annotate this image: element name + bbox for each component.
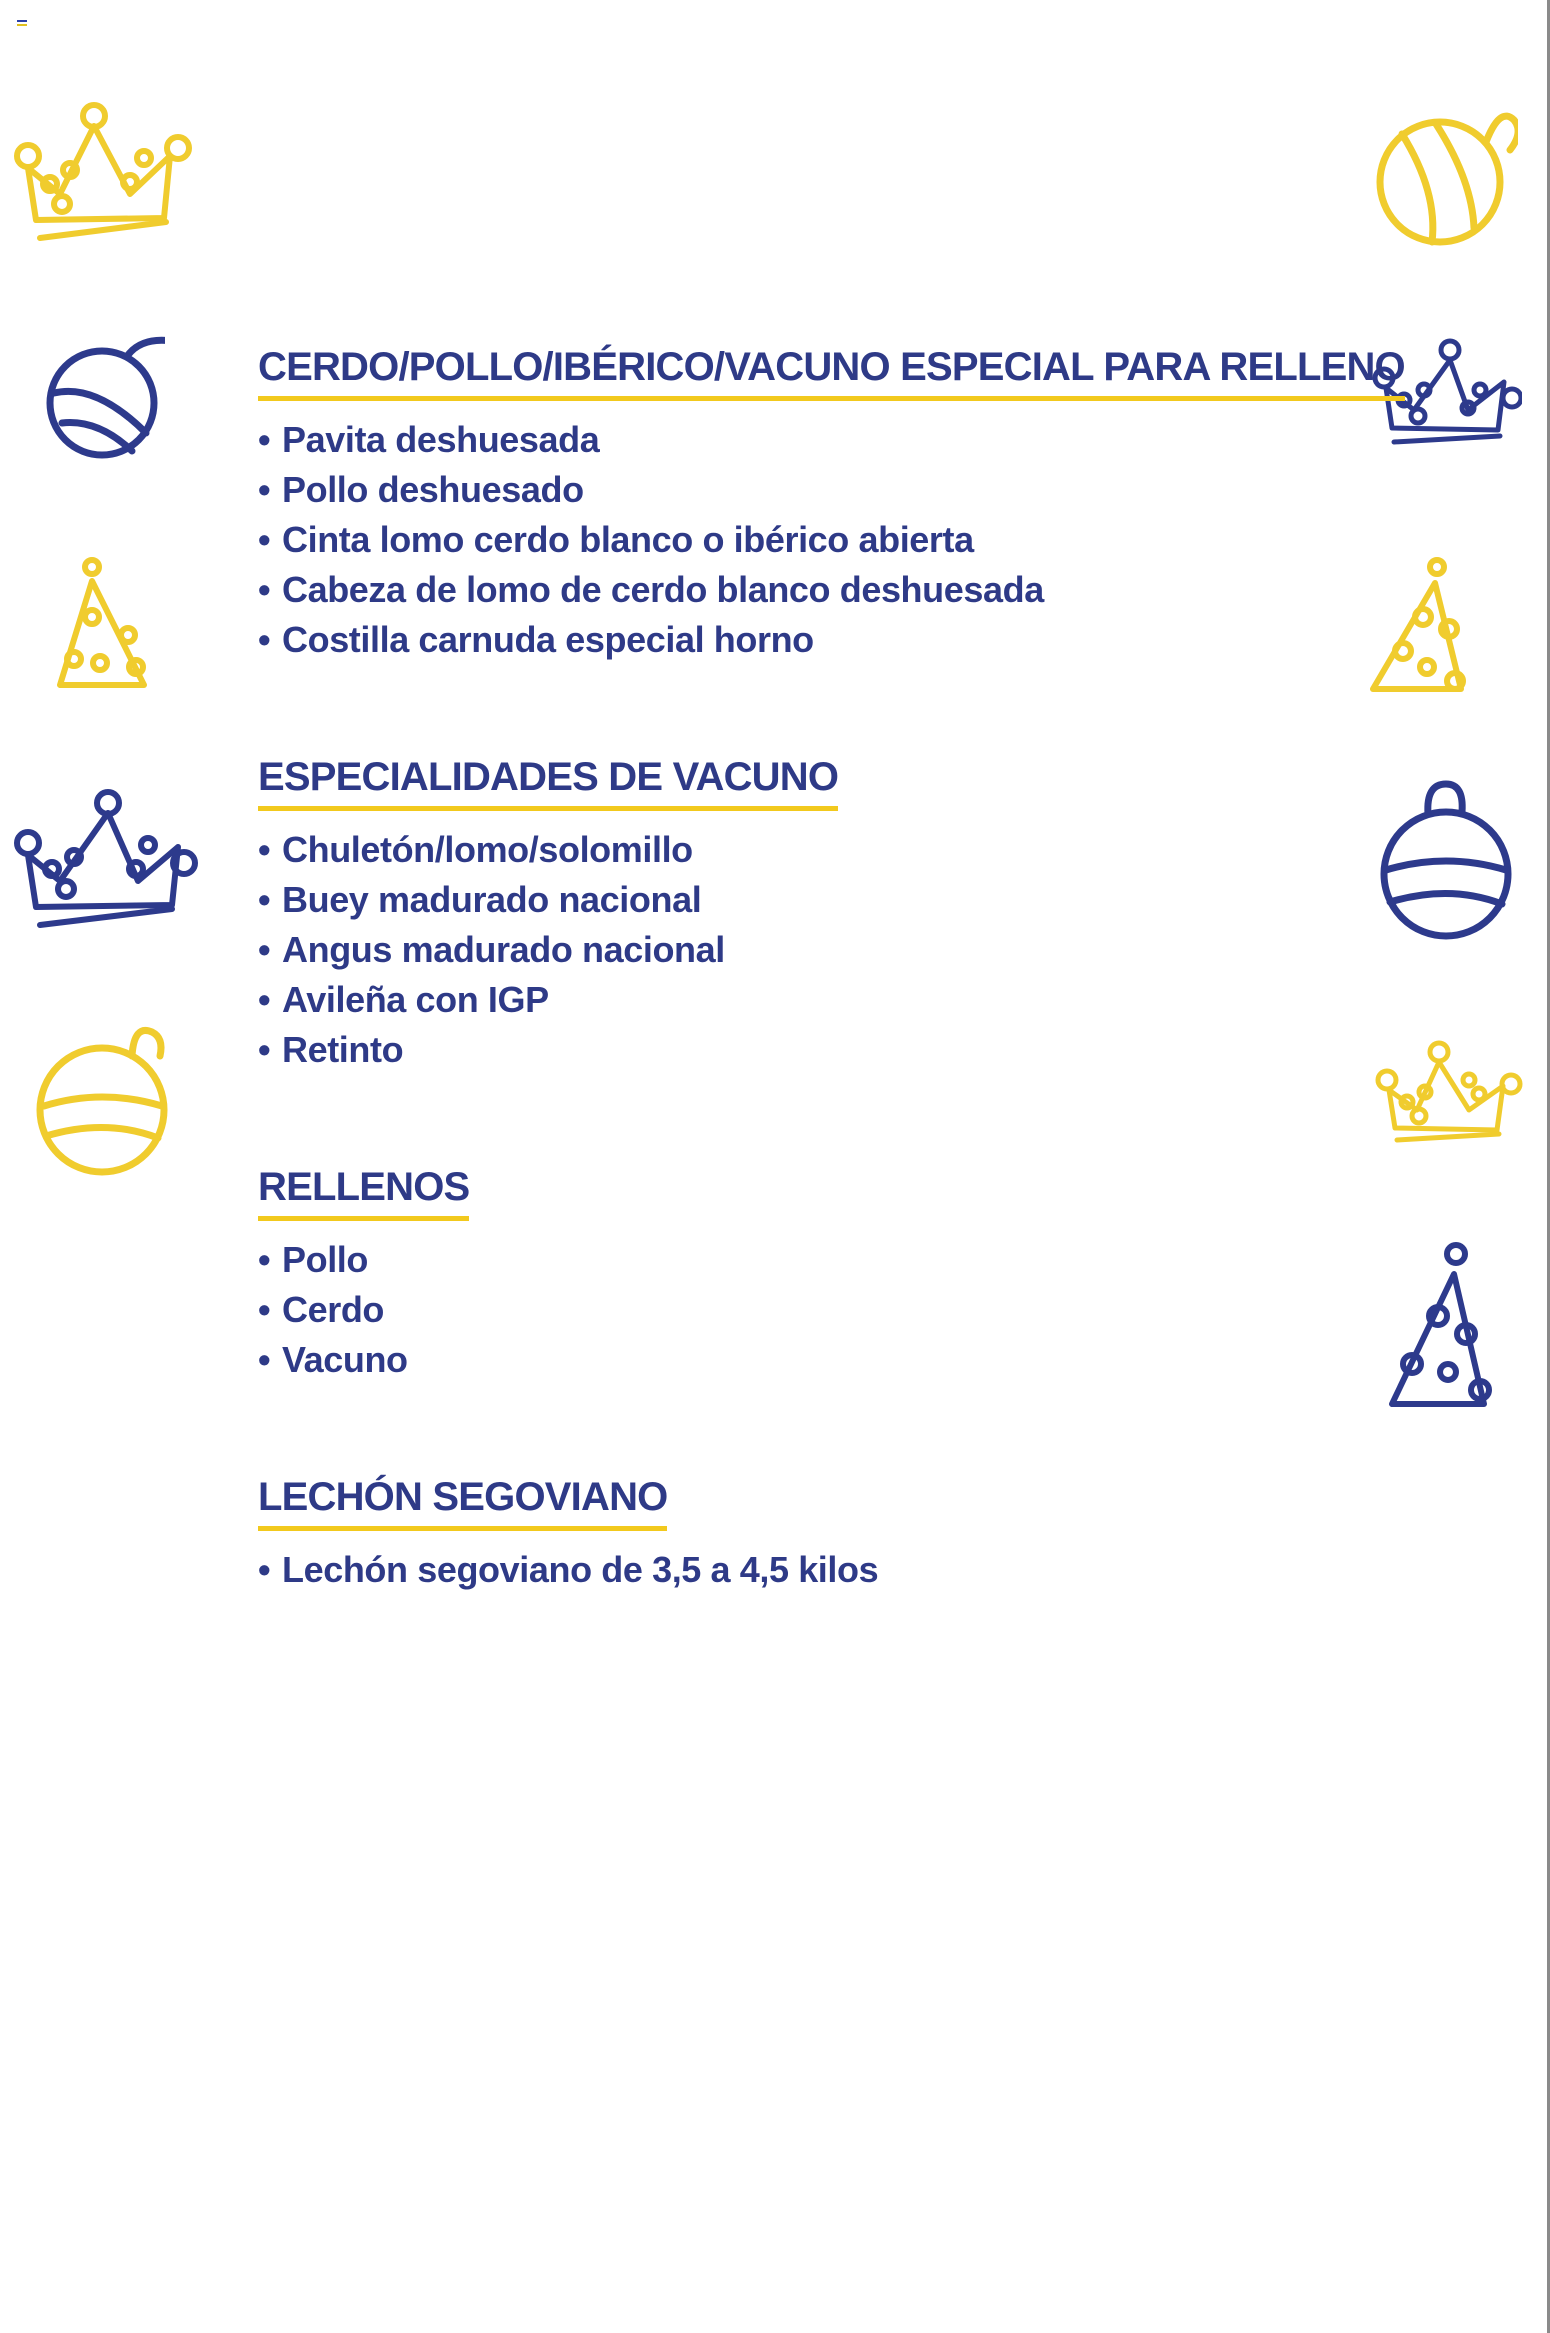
cheese-tree-icon (1365, 555, 1475, 700)
list-item: • Pollo deshuesado (258, 465, 1378, 515)
list-item: • Vacuno (258, 1335, 1378, 1385)
list-item: • Costilla carnuda especial horno (258, 615, 1378, 665)
crown-icon (8, 98, 198, 248)
ornament-ball-icon (40, 325, 165, 465)
section-especial-relleno (258, 345, 1405, 665)
crown-icon (1375, 1040, 1525, 1155)
list-item: • Cabeza de lomo de cerdo blanco deshuesada (258, 565, 1378, 615)
corner-mark-line-bottom (17, 24, 27, 26)
corner-mark-line-top (17, 20, 27, 22)
cheese-tree-icon (1380, 1240, 1500, 1415)
list-item: • Buey madurado nacional (258, 875, 1378, 925)
crown-icon (8, 785, 198, 935)
list-item: • Cerdo (258, 1285, 1378, 1335)
ornament-ball-icon (30, 1010, 180, 1185)
list-item: • Retinto (258, 1025, 1378, 1075)
section-heading: RELLENOS (258, 1165, 469, 1221)
ornament-ball-icon (1370, 770, 1520, 945)
list-item: • Pavita deshuesada (258, 415, 1378, 465)
item-list (258, 825, 1378, 1075)
cheese-tree-icon (52, 555, 162, 695)
content-column (258, 345, 1405, 1595)
section-heading: ESPECIALIDADES DE VACUNO (258, 755, 838, 811)
item-list (258, 415, 1378, 665)
list-item: • Avileña con IGP (258, 975, 1378, 1025)
list-item: • Angus madurado nacional (258, 925, 1378, 975)
list-item: • Lechón segoviano de 3,5 a 4,5 kilos (258, 1545, 1378, 1595)
list-item: • Pollo (258, 1235, 1378, 1285)
list-item: • Chuletón/lomo/solomillo (258, 825, 1378, 875)
ornament-ball-icon (1368, 100, 1518, 250)
list-item: • Cinta lomo cerdo blanco o ibérico abierta (258, 515, 1378, 565)
section-heading: CERDO/POLLO/IBÉRICO/VACUNO ESPECIAL PARA RELLENO (258, 345, 1405, 401)
section-rellenos (258, 1165, 1378, 1385)
item-list (258, 1235, 1378, 1385)
section-lechon-segoviano (258, 1475, 1378, 1595)
corner-mark-icon (17, 20, 27, 28)
item-list (258, 1545, 1378, 1595)
section-especialidades-vacuno (258, 755, 1378, 1075)
section-heading: LECHÓN SEGOVIANO (258, 1475, 667, 1531)
